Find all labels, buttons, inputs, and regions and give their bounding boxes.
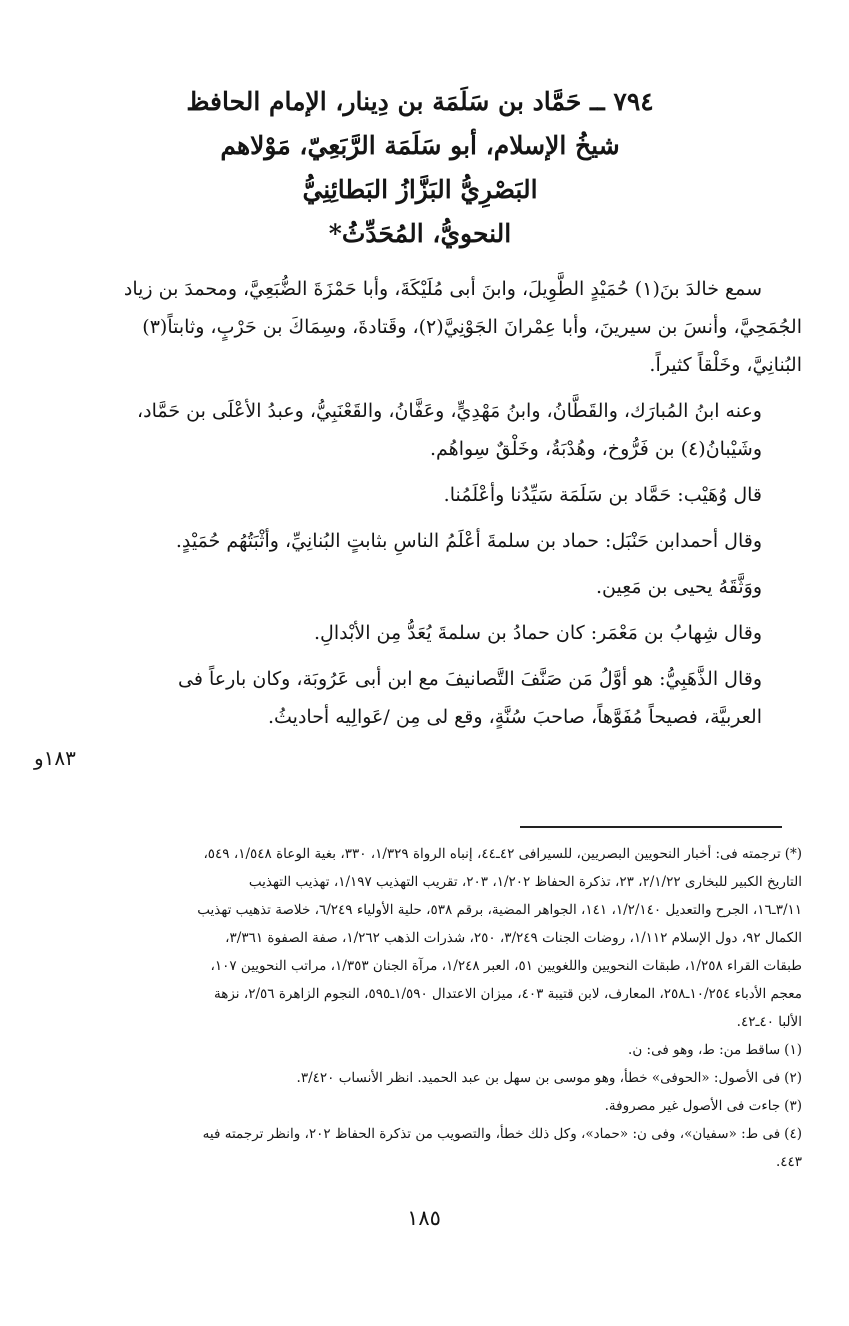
paragraph-line: سمع خالدَ بنَ(١) حُمَيْدٍ الطَّوِيلَ، وابنَ أبى مُلَيْكَةَ، وأبا حَمْزَةَ الضُّبَعِيَّ، ومحمدَ بن زياد — [123, 278, 762, 300]
paragraph — [100, 392, 802, 468]
footnote-line — [96, 868, 802, 896]
footnote-marker: (٤) — [784, 1126, 802, 1142]
footnote-text: معجم الأدباء ١٠/٢٥٤ـ٢٥٨، المعارف، لابن قتيبة ٤٠٣، ميزان الاعتدال ١/٥٩٠ـ٥٩٥، النجوم الزاهرة ٢/٥٦، نزهة — [214, 986, 802, 1002]
footnote-line — [96, 952, 802, 980]
footnote-separator — [520, 826, 782, 828]
paragraph — [100, 476, 802, 514]
paragraph-line: البُنانِيَّ، وخَلْقاً كثيراً. — [649, 354, 802, 376]
footnote-line — [96, 840, 802, 868]
footnote-text: ٤٤٣. — [775, 1154, 802, 1170]
paragraph-line: وقال الذَّهَبِيُّ: هو أوَّلُ مَن صَنَّفَ التَّصانيفَ مع ابن أبى عَرُوبَة، وكان بارعاً فى — [177, 668, 762, 690]
paragraph — [100, 614, 802, 652]
footnote-text: فى ط: «سفيان»، وفى ن: «حماد»، وكل ذلك خطأ، والتصويب من تذكرة الحفاظ ٢٠٢، وانظر ترجمته فيه — [202, 1126, 781, 1142]
paragraph — [100, 660, 802, 736]
footnote-text: التاريخ الكبير للبخارى ٢/١/٢٢، ٢٣، تذكرة الحفاظ ١/٢٠٢، ٢٠٣، تقريب التهذيب ١/١٩٧، تهذيب التهذيب — [248, 874, 802, 890]
page-number: ١٨٥ — [407, 1206, 441, 1230]
manuscript-folio-marker: ١٨٣و — [34, 746, 76, 770]
heading-line: شيخُ الإسلام، أبو سَلَمَة الرَّبَعِيّ، مَوْلاهم — [220, 131, 620, 160]
heading-line: ٧٩٤ ــ حَمَّاد بن سَلَمَة بن دِينار، الإمام الحافظ — [186, 87, 654, 116]
footnote-marker: (٣) — [784, 1098, 802, 1114]
paragraph-line: وشَيْبانُ(٤) بن فَرُّوخ، وهُدْبَةُ، وخَلْقٌ سِواهُم. — [430, 438, 762, 460]
footnote-text: ساقط من: ط، وهو فى: ن. — [628, 1042, 781, 1058]
paragraph-line: وقال أحمدابن حَنْبَل: حماد بن سلمةَ أعْلَمُ الناسِ بثابتٍ البُنانِيِّ، وأثْبَتُهُم حُمَيْدٍ. — [175, 530, 762, 552]
paragraph — [100, 270, 802, 384]
paragraph — [100, 522, 802, 560]
footnote-line — [96, 1148, 802, 1176]
footnote-line — [96, 1036, 802, 1064]
footnote-marker: (٢) — [784, 1070, 802, 1086]
footnote-line — [96, 1008, 802, 1036]
footnote-text: ترجمته فى: أخبار النحويين البصريين، للسيرافى ٤٢ـ٤٤، إنباه الرواة ١/٣٢٩، ٣٣٠، بغية الوعاة ١/٥٤٨، ٥٤٩، — [203, 846, 781, 862]
footnote-text: جاءت فى الأصول غير مصروفة. — [604, 1098, 781, 1114]
heading-line: النحويُّ، المُحَدِّثُ* — [328, 219, 512, 248]
footnotes — [96, 840, 802, 1176]
paragraph — [100, 568, 802, 606]
footnote-text: فى الأصول: «الحوفى» خطأ، وهو موسى بن سهل بن عبد الحميد. انظر الأنساب ٣/٤٢٠. — [296, 1070, 781, 1086]
heading-line: البَصْرِيُّ البَزَّازُ البَطائِنِيُّ — [302, 175, 538, 204]
entry-body — [100, 270, 802, 736]
paragraph-line: وقال شِهابُ بن مَعْمَر: كان حمادُ بن سلمةَ يُعَدُّ مِن الأبْدالِ. — [313, 622, 762, 644]
footnote-line — [96, 896, 802, 924]
footnote-text: الألبا ٤٠ـ٤٢. — [736, 1014, 802, 1030]
footnote-text: الكمال ٩٢، دول الإسلام ١/١١٢، روضات الجنات ٣/٢٤٩، ٢٥٠، شذرات الذهب ١/٢٦٢، صفة الصفوة ٣/٣٦١، — [225, 930, 802, 946]
paragraph-line: ووَثَّقَهُ يحيى بن مَعِين. — [595, 576, 762, 598]
footnote-marker: (١) — [784, 1042, 802, 1058]
paragraph-line: وعنه ابنُ المُبارَك، والقَطَّانُ، وابنُ مَهْدِيٍّ، وعَفَّانُ، والقَعْنَبِيُّ، وعبدُ الأعْلَى بن حَمَّاد، — [137, 400, 762, 422]
paragraph-line: الجُمَحِيَّ، وأنسَ بن سيرينَ، وأبا عِمْرانَ الجَوْنِيَّ(٢)، وقَتادةَ، وسِمَاكَ بن حَرْبٍ، وثابتاً(٣) — [142, 316, 802, 338]
footnote-line — [96, 1064, 802, 1092]
footnote-text: طبقات القراء ١/٢٥٨، طبقات النحويين واللغويين ٥١، العبر ١/٢٤٨، مرآة الجنان ١/٣٥٣، مراتب النحويين ١٠٧، — [210, 958, 802, 974]
footnote-line — [96, 1120, 802, 1148]
footnote-line — [96, 924, 802, 952]
paragraph-line: قال وُهَيْب: حَمَّاد بن سَلَمَة سَيِّدُنا وأعْلَمُنا. — [443, 484, 762, 506]
footnote-line — [96, 1092, 802, 1120]
footnote-marker: (*) — [784, 846, 802, 862]
footnote-line — [96, 980, 802, 1008]
entry-heading — [140, 80, 700, 256]
paragraph-line: العربيَّة، فصيحاً مُفَوَّهاً، صاحبَ سُنَّةٍ، وقع لى مِن /عَوالِيه أحاديثُ. — [267, 706, 762, 728]
footnote-text: ٣/١١ـ١٦، الجرح والتعديل ١/٢/١٤٠، ١٤١، الجواهر المضية، برقم ٥٣٨، حلية الأولياء ٦/٢٤٩، خلاصة تذهيب تهذيب — [197, 902, 802, 918]
